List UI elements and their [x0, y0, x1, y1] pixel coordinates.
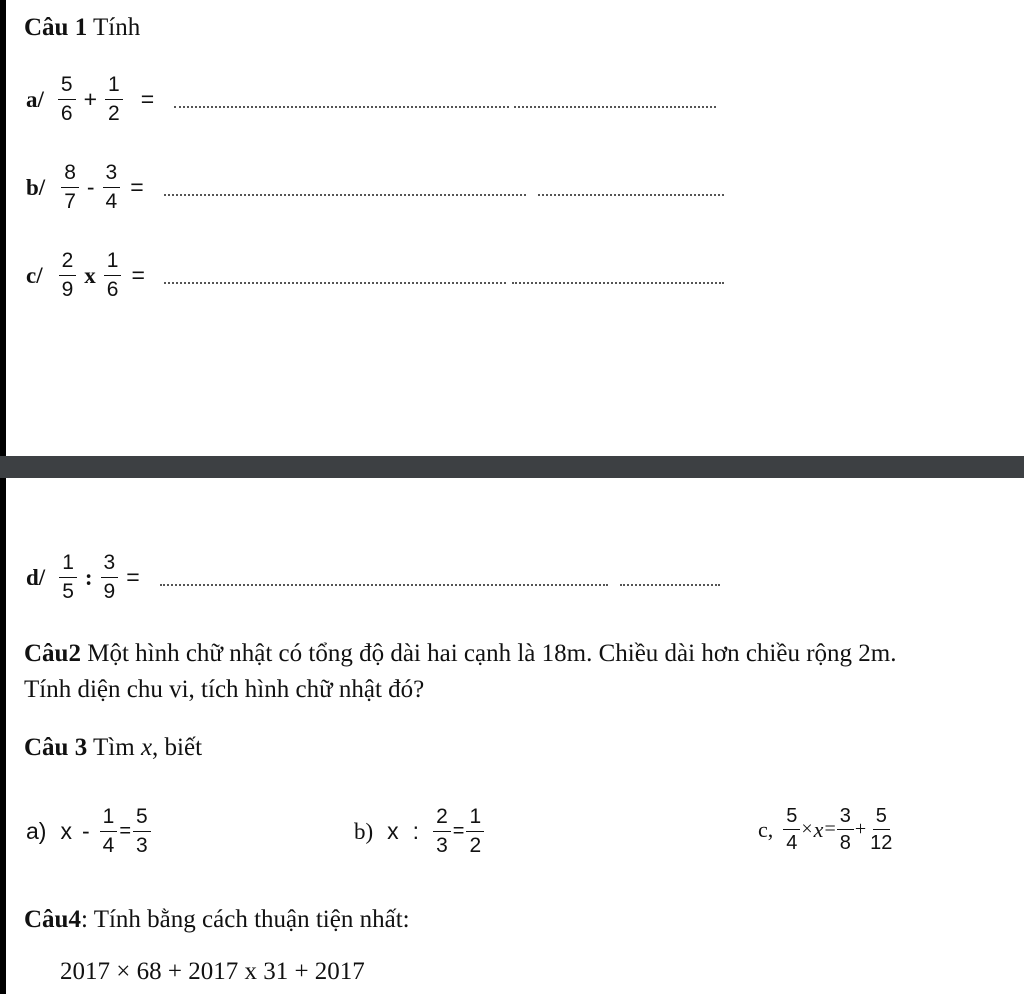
operator: - — [81, 818, 90, 844]
denominator: 6 — [60, 102, 73, 125]
numerator: 2 — [59, 248, 77, 276]
fraction — [61, 160, 79, 215]
equals-sign: = — [131, 262, 145, 288]
numerator: 1 — [104, 248, 122, 276]
operator: x — [84, 262, 96, 288]
cau3-item-b — [354, 804, 484, 859]
variable-x: x — [387, 818, 399, 844]
numerator: 8 — [61, 160, 79, 188]
cau1-item-b — [26, 160, 152, 215]
operator: : — [412, 818, 420, 844]
equals-sign: = — [126, 564, 140, 590]
numerator: 5 — [873, 804, 890, 830]
fraction — [101, 550, 119, 605]
fraction — [59, 248, 77, 303]
denominator: 5 — [62, 580, 74, 603]
numerator: 2 — [433, 804, 451, 832]
item-label: b) — [354, 818, 374, 844]
times-sign: × — [801, 818, 813, 840]
answer-line — [164, 194, 526, 196]
equals-sign: = — [452, 820, 465, 842]
answer-line — [620, 584, 720, 586]
numerator: 5 — [58, 72, 76, 100]
cau1-label: Câu 1 — [24, 14, 88, 41]
cau3-heading — [24, 730, 202, 766]
denominator: 4 — [105, 190, 118, 213]
fraction — [58, 72, 76, 127]
numerator: 5 — [783, 804, 800, 830]
item-label: a) — [26, 818, 47, 844]
numerator: 3 — [101, 550, 119, 578]
cau2-text: Một hình chữ nhật có tổng độ dài hai cạnh là 18m. Chiều dài hơn chiều rộng 2m. — [80, 640, 897, 667]
answer-line — [164, 282, 506, 284]
cau1-title: Tính — [87, 14, 141, 41]
cau1-item-c — [26, 248, 153, 303]
cau3-title-end: , biết — [152, 734, 203, 761]
fraction — [783, 804, 800, 855]
answer-line — [514, 106, 716, 108]
cau2-line2: Tính diện chu vi, tích hình chữ nhật đó? — [24, 676, 425, 703]
item-label: c/ — [26, 262, 43, 288]
fraction — [103, 160, 121, 215]
answer-line — [512, 282, 724, 284]
cau1-heading — [24, 14, 140, 42]
denominator: 12 — [870, 832, 893, 854]
fraction — [867, 804, 895, 855]
numerator: 3 — [103, 160, 121, 188]
numerator: 1 — [100, 804, 118, 832]
numerator: 1 — [59, 550, 77, 578]
cau2-label: Câu2 — [24, 640, 81, 667]
item-label: c, — [758, 816, 774, 842]
denominator: 3 — [436, 834, 448, 857]
page-gap — [0, 456, 1024, 478]
cau4-label: Câu4 — [24, 906, 81, 933]
fraction — [133, 804, 151, 859]
item-label: d/ — [26, 564, 46, 590]
equals-sign: = — [140, 86, 155, 112]
denominator: 8 — [839, 832, 851, 854]
fraction — [105, 72, 123, 127]
fraction — [433, 804, 451, 859]
cau1-item-d — [26, 550, 148, 605]
document-page-1 — [6, 0, 1024, 456]
answer-line — [160, 584, 608, 586]
cau3-title: Tìm — [87, 734, 141, 761]
fraction — [837, 804, 854, 855]
answer-line — [538, 194, 724, 196]
cau2-line1 — [24, 636, 896, 672]
denominator: 9 — [103, 580, 116, 603]
numerator: 1 — [466, 804, 484, 832]
answer-line — [174, 106, 509, 108]
cau3-label: Câu 3 — [24, 734, 88, 761]
numerator: 1 — [105, 72, 123, 100]
denominator: 4 — [786, 832, 798, 854]
item-label: a/ — [26, 86, 44, 112]
variable-x: x — [60, 818, 72, 844]
fraction — [100, 804, 118, 859]
denominator: 3 — [136, 834, 148, 857]
fraction — [466, 804, 484, 859]
numerator: 3 — [837, 804, 854, 830]
cau3-item-a — [26, 804, 151, 859]
operator: : — [84, 564, 93, 590]
cau4-title: : Tính bằng cách thuận tiện nhất: — [80, 906, 410, 933]
denominator: 2 — [469, 834, 482, 857]
denominator: 6 — [106, 278, 119, 301]
equals-sign: = — [119, 820, 131, 842]
denominator: 7 — [64, 190, 76, 213]
equals-sign: = — [130, 174, 144, 200]
fraction — [59, 550, 77, 605]
cau1-item-a — [26, 72, 162, 127]
numerator: 5 — [133, 804, 151, 832]
operator: + — [83, 86, 98, 112]
denominator: 4 — [102, 834, 115, 857]
fraction — [104, 248, 122, 303]
variable-x: x — [813, 816, 824, 842]
plus-sign: + — [854, 818, 867, 840]
cau4-heading — [24, 902, 410, 938]
variable-x: x — [140, 734, 153, 761]
document-page-2 — [6, 478, 1024, 994]
cau4-expression: 2017 × 68 + 2017 x 31 + 2017 — [60, 958, 365, 985]
equals-sign: = — [824, 818, 836, 840]
item-label: b/ — [26, 174, 46, 200]
cau3-item-c — [758, 804, 895, 855]
operator: - — [86, 174, 95, 200]
denominator: 2 — [108, 102, 120, 125]
denominator: 9 — [61, 278, 74, 301]
